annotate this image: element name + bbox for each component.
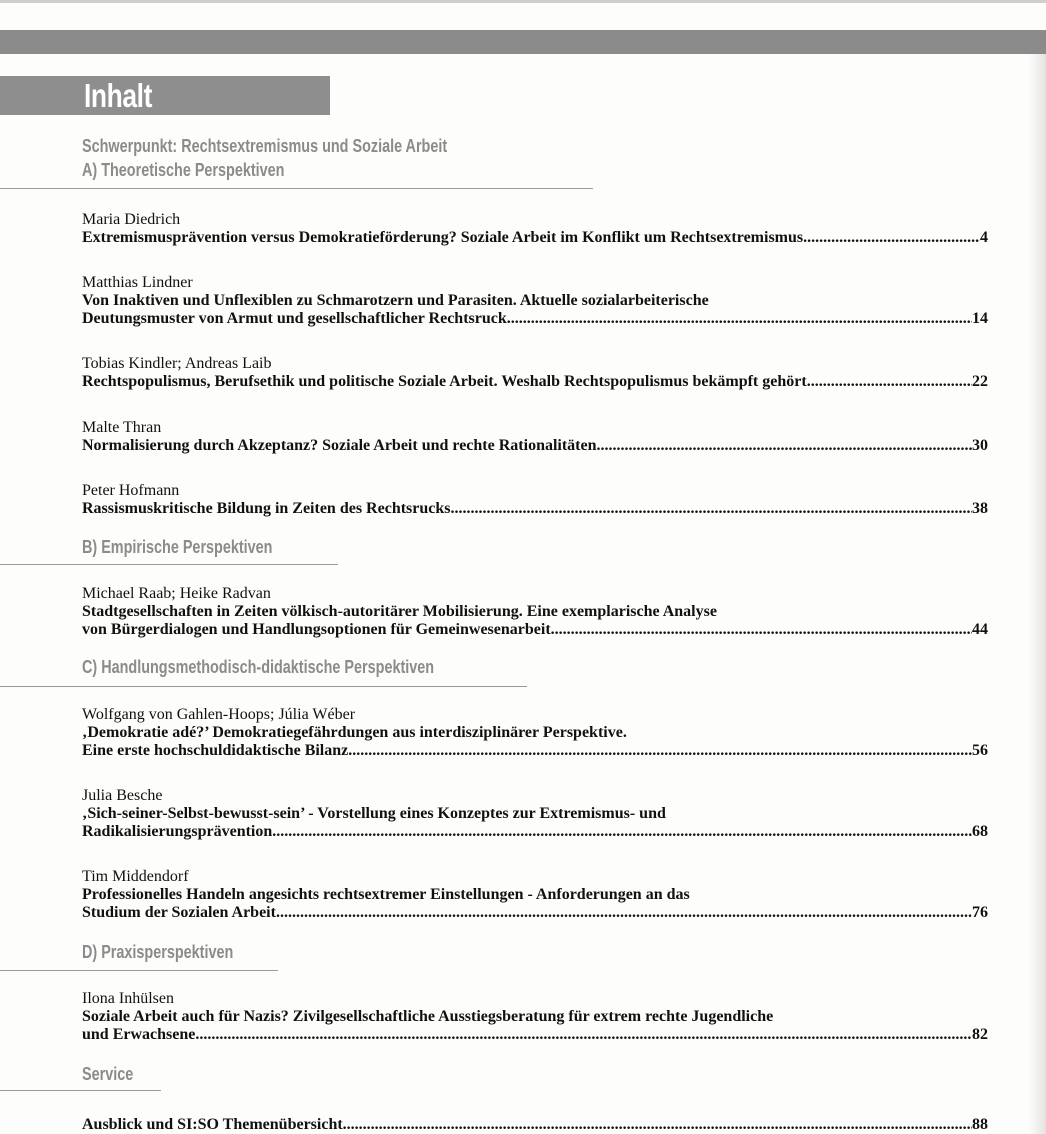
dot-leader [272,823,972,840]
dot-leader [551,621,972,638]
toc-entry[interactable] [82,1116,988,1134]
entry-page-number: 30 [972,437,988,454]
dot-leader [807,373,972,390]
entry-page-number: 88 [972,1116,988,1133]
page-title: Inhalt [84,77,152,114]
toc-entry[interactable] [82,787,988,841]
entry-author: Maria Diedrich [82,211,181,228]
entry-author: Matthias Lindner [82,274,193,291]
entry-title: Radikalisierungsprävention [82,823,273,840]
entry-page-number: 44 [972,621,988,638]
entry-page-number: 56 [972,742,988,759]
toc-entry[interactable] [82,274,988,328]
entry-title: und Erwachsene [82,1026,196,1043]
entry-title: Stadtgesellschaften in Zeiten völkisch-autoritärer Mobilisierung. Eine exemplarische Analyse [82,603,717,620]
section-heading-a: A) Theoretische Perspektiven [82,160,285,180]
dot-leader [507,310,972,327]
entry-page-number: 22 [972,373,988,390]
entry-author: Tobias Kindler; Andreas Laib [82,355,272,372]
entry-title-line [82,621,988,639]
entry-title-line [82,1026,988,1044]
toc-entry[interactable] [82,868,988,922]
dot-leader [195,1026,972,1043]
dot-leader [803,229,980,246]
section-heading-d: D) Praxisperspektiven [82,942,234,962]
toc-entry[interactable] [82,419,988,455]
entry-author: Tim Middendorf [82,868,189,885]
entry-page-number: 14 [972,310,988,327]
entry-title: Deutungsmuster von Armut und gesellschaftlicher Rechtsruck [82,310,507,327]
dot-leader [597,437,972,454]
entry-title: Extremismusprävention versus Demokratieförderung? Soziale Arbeit im Konflikt um Rechtsextremismus [82,229,804,246]
entry-author: Peter Hofmann [82,482,180,499]
toc-entry[interactable] [82,585,988,639]
section-rule-c [0,686,527,687]
entry-title-line [82,904,988,922]
entry-title: Rechtspopulismus, Berufsethik und politische Soziale Arbeit. Weshalb Rechtspopulismus bekämpft gehört [82,373,807,390]
entry-title: ‚Sich-seiner-Selbst-bewusst-sein’ - Vorstellung eines Konzeptes zur Extremismus- und [82,805,666,822]
section-rule-d [0,970,278,971]
dot-leader [451,500,973,517]
entry-title: Ausblick und SI:SO Themenübersicht [82,1116,343,1133]
entry-page-number: 4 [980,229,988,246]
focus-topic-heading: Schwerpunkt: Rechtsextremismus und Soziale Arbeit [82,136,448,156]
entry-title: Von Inaktiven und Unflexiblen zu Schmarotzern und Parasiten. Aktuelle sozialarbeiterische [82,292,709,309]
page-edge-shadow [1028,54,1046,1134]
entry-author: Malte Thran [82,419,162,436]
dot-leader [348,742,972,759]
entry-title-line [82,437,988,455]
section-rule-a [0,188,593,189]
entry-title-line [82,310,988,328]
entry-title: Soziale Arbeit auch für Nazis? Zivilgesellschaftliche Ausstiegsberatung für extrem rechte Jugendliche [82,1008,774,1025]
entry-page-number: 76 [972,904,988,921]
entry-title-line [82,500,988,518]
toc-entry[interactable] [82,211,988,247]
entry-author: Ilona Inhülsen [82,990,174,1007]
section-heading-b: B) Empirische Perspektiven [82,537,273,557]
top-border-line [0,0,1046,3]
entry-author: Wolfgang von Gahlen-Hoops; Júlia Wéber [82,706,356,723]
entry-title: Normalisierung durch Akzeptanz? Soziale Arbeit und rechte Rationalitäten [82,437,597,454]
entry-title: von Bürgerdialogen und Handlungsoptionen für Gemeinwesenarbeit [82,621,551,638]
entry-page-number: 68 [972,823,988,840]
section-heading-service: Service [82,1064,134,1084]
entry-title: Professionelles Handeln angesichts rechtsextremer Einstellungen - Anforderungen an das [82,886,690,903]
toc-entry[interactable] [82,482,988,518]
entry-author: Julia Besche [82,787,163,804]
section-rule-b [0,564,338,565]
entry-title-line [82,823,988,841]
entry-title: Eine erste hochschuldidaktische Bilanz [82,742,349,759]
section-heading-c: C) Handlungsmethodisch-didaktische Perspektiven [82,657,435,677]
title-bar [0,76,330,115]
entry-title-line [82,1116,988,1134]
entry-title-line [82,373,988,391]
toc-entry[interactable] [82,706,988,760]
entry-title: Rassismuskritische Bildung in Zeiten des Rechtsrucks [82,500,451,517]
toc-entry[interactable] [82,990,988,1044]
entry-title-line [82,229,988,247]
entry-title: Studium der Sozialen Arbeit [82,904,276,921]
dot-leader [343,1116,972,1133]
entry-title: ‚Demokratie adé?’ Demokratiegefährdungen aus interdisziplinärer Perspektive. [82,724,627,741]
entry-title-line [82,742,988,760]
header-band [0,30,1046,54]
entry-author: Michael Raab; Heike Radvan [82,585,271,602]
section-rule-service [0,1090,161,1091]
entry-page-number: 38 [972,500,988,517]
entry-page-number: 82 [972,1026,988,1043]
dot-leader [276,904,972,921]
toc-entry[interactable] [82,355,988,391]
